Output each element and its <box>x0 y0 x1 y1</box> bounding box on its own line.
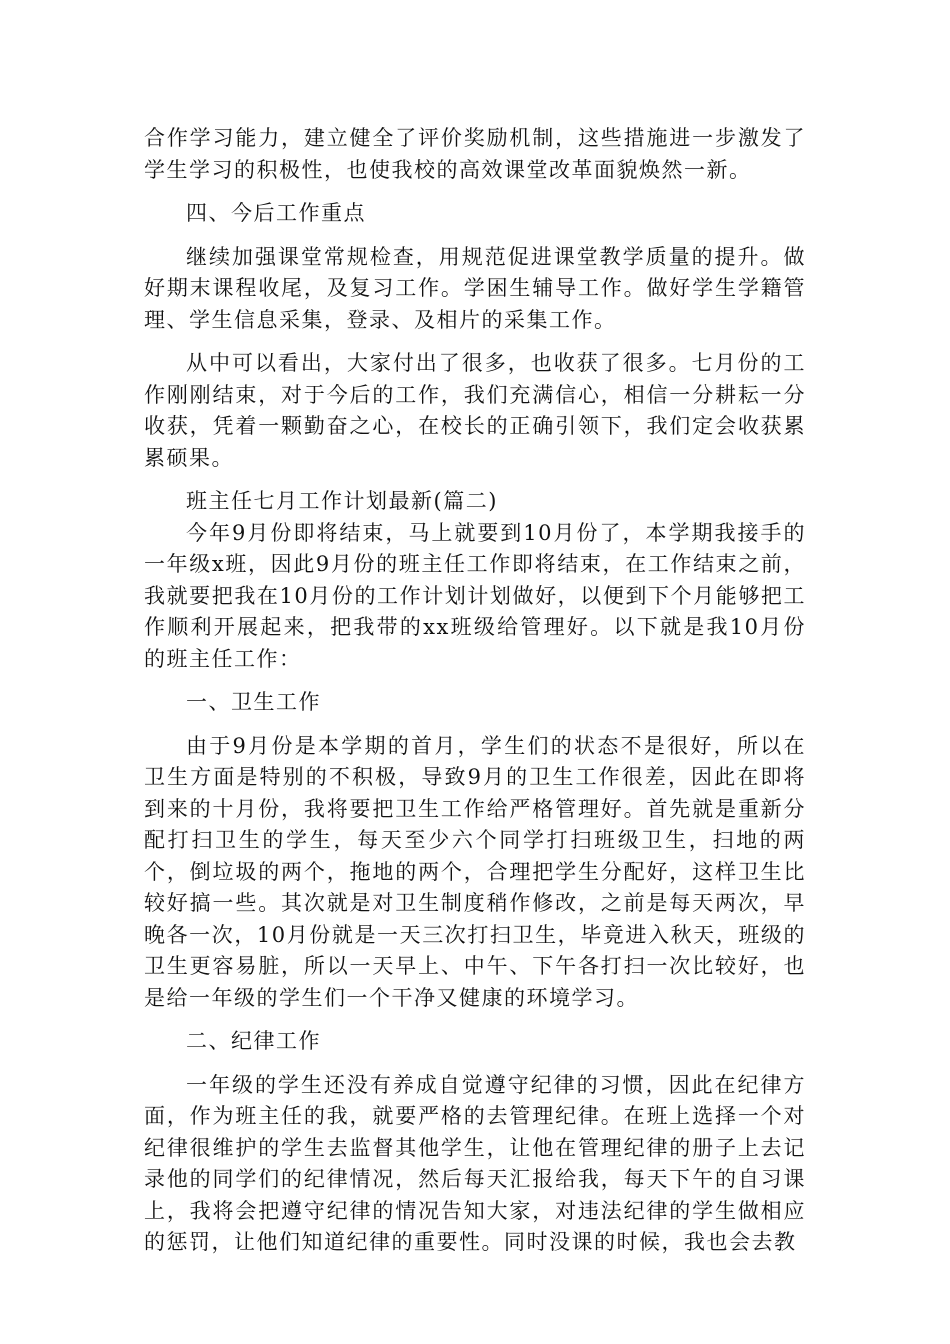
paragraph-conclusion: 从中可以看出，大家付出了很多，也收获了很多。七月份的工作刚刚结束，对于今后的工作，我们充满信心，相信一分耕耘一分收获，凭着一颗勤奋之心，在校长的正确引领下，我们定会收获累累硕果。 <box>144 351 806 470</box>
section-heading-future-focus: 四、今后工作重点 <box>186 201 366 225</box>
paragraph-intro-part-two: 今年9月份即将结束，马上就要到10月份了，本学期我接手的一年级x班，因此9月份的班主任工作即将结束，在工作结束之前，我就要把我在10月份的工作计划计划做好，以便到下个月能够把工作顺利开展起来，把我带的xx班级给管理好。以下就是我10月份的班主任工作： <box>144 520 806 671</box>
article-title-part-two: 班主任七月工作计划最新(篇二) <box>186 489 498 513</box>
paragraph-hygiene: 由于9月份是本学期的首月，学生们的状态不是很好，所以在卫生方面是特别的不积极，导致9月的卫生工作很差，因此在即将到来的十月份，我将要把卫生工作给严格管理好。首先就是重新分配打扫卫生的学生，每天至少六个同学打扫班级卫生，扫地的两个，倒垃圾的两个，拖地的两个，合理把学生分配好，这样卫生比较好搞一些。其次就是对卫生制度稍作修改，之前是每天两次，早晚各一次，10月份就是一天三次打扫卫生，毕竟进入秋天，班级的卫生更容易脏，所以一天早上、中午、下午各打扫一次比较好，也是给一年级的学生们一个干净又健康的环境学习。 <box>144 733 806 1010</box>
section-heading-discipline: 二、纪律工作 <box>186 1029 321 1053</box>
document-page <box>144 123 806 1259</box>
section-heading-hygiene: 一、卫生工作 <box>186 690 321 714</box>
paragraph-continuation: 合作学习能力，建立健全了评价奖励机制，这些措施进一步激发了学生学习的积极性，也使我校的高效课堂改革面貌焕然一新。 <box>144 126 806 182</box>
paragraph-discipline: 一年级的学生还没有养成自觉遵守纪律的习惯，因此在纪律方面，作为班主任的我，就要严格的去管理纪律。在班上选择一个对纪律很维护的学生去监督其他学生，让他在管理纪律的册子上去记录他的同学们的纪律情况，然后每天汇报给我，每天下午的自习课上，我将会把遵守纪律的情况告知大家，对违法纪律的学生做相应的惩罚，让他们知道纪律的重要性。同时没课的时候，我也会去教 <box>144 1072 806 1254</box>
paragraph-future-focus: 继续加强课堂常规检查，用规范促进课堂教学质量的提升。做好期末课程收尾，及复习工作。学困生辅导工作。做好学生学籍管理、学生信息采集，登录、及相片的采集工作。 <box>144 244 806 332</box>
